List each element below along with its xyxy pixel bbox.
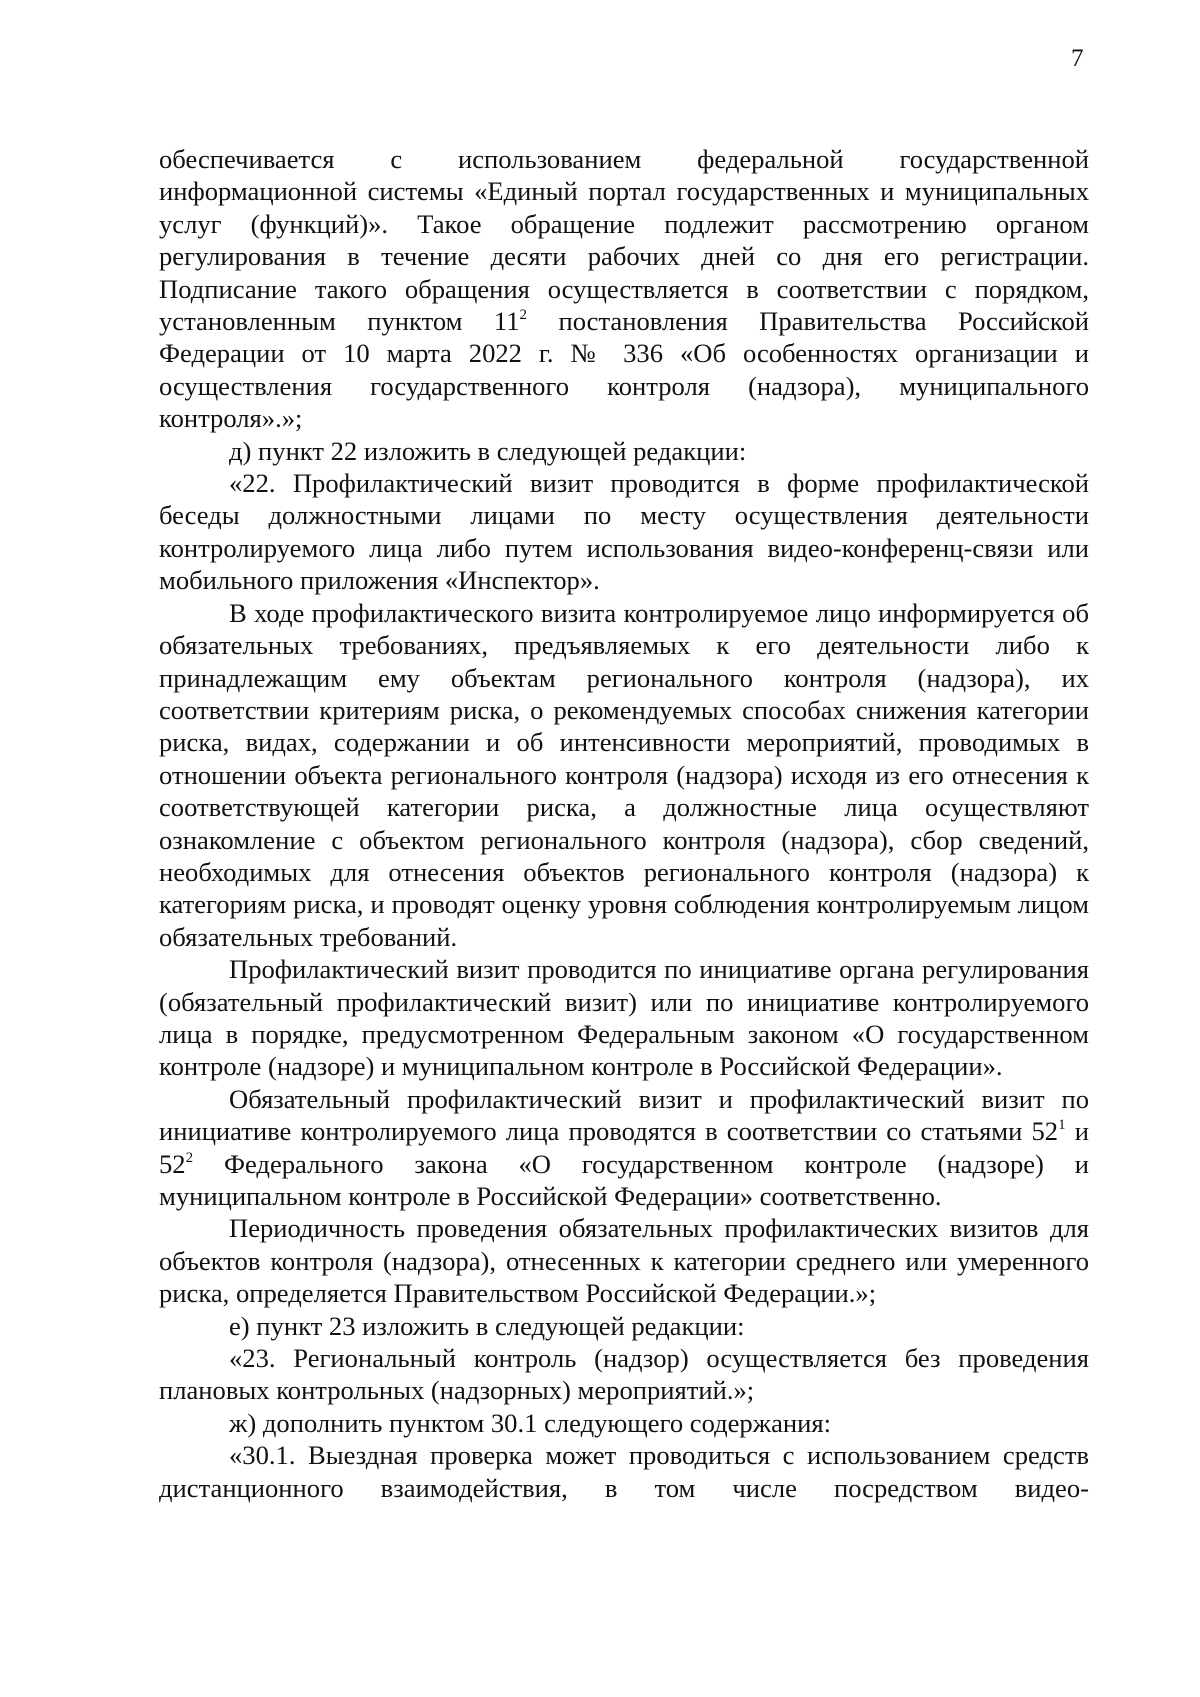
- paragraph-visit-initiative: Профилактический визит проводится по инициативе органа регулирования (обязательный профилактический визит) или по инициативе контролируемого лица в порядке, предусмотренном Федеральным законом «О государственном контроле (надзоре) и муниципальном контроле в Российской Федерации».: [159, 954, 1089, 1082]
- paragraph-item-30-1: «30.1. Выездная проверка может проводиться с использованием средств дистанционного взаимодействия, в том числе посредством видео-: [159, 1440, 1089, 1503]
- paragraph-visit-content: В ходе профилактического визита контролируемое лицо информируется об обязательных требованиях, предъявляемых к его деятельности либо к принадлежащим ему объектам регионального контроля (надзора), их соответствии критериям риска, о рекомендуемых способах снижения категории риска, видах, содержании и об интенсивности мероприятий, проводимых в отношении объекта регионального контроля (надзора) исходя из его отнесения к соответствующей категории риска, а должностные лица осуществляют ознакомление с объектом регионального контроля (надзора), сбор сведений, необходимых для отнесения объектов регионального контроля (надзора) к категориям риска, и проводят оценку уровня соблюдения контролируемым лицом обязательных требований.: [159, 597, 1089, 952]
- paragraph-amendment-e: е) пункт 23 изложить в следующей редакции:: [229, 1310, 745, 1341]
- paragraph-amendment-zh: ж) дополнить пунктом 30.1 следующего содержания:: [229, 1407, 831, 1438]
- paragraph-text: обеспечивается с использованием федеральной государственной информационной системы «Единый портал государственных и муниципальных услуг (функций)». Такое обращение подлежит рассмотрению органом регулирования в течение десяти рабочих дней со дня его регистрации. Подписание такого обращения осуществляется в соответствии с порядком, установленным пунктом 11: [159, 144, 1089, 337]
- paragraph-text: Обязательный профилактический визит и профилактический визит по инициативе контролируемого лица проводятся в соответствии со статьями 52: [159, 1083, 1089, 1147]
- paragraph-periodicity: Периодичность проведения обязательных профилактических визитов для объектов контроля (надзора), отнесенных к категории среднего или умеренного риска, определяется Правительством Российской Федерации.»;: [159, 1213, 1089, 1309]
- superscript: 1: [1058, 1117, 1066, 1134]
- superscript: 2: [519, 307, 528, 324]
- document-body: [159, 143, 1089, 1504]
- paragraph-continuation: [159, 143, 1089, 435]
- paragraph-mandatory-visit: [159, 1083, 1089, 1213]
- paragraph-amendment-d: д) пункт 22 изложить в следующей редакции:: [229, 435, 747, 466]
- paragraph-text: Федерального закона «О государственном контроле (надзоре) и муниципальном контроле в Российской Федерации» соответственно.: [159, 1148, 1089, 1211]
- superscript: 2: [185, 1149, 194, 1166]
- paragraph-text: постановления Правительства Российской Федерации от 10 марта 2022 г. № 336 «Об особенностях организации и осуществления государственного контроля (надзора), муниципального контроля».»;: [159, 306, 1090, 434]
- paragraph-item-23: «23. Региональный контроль (надзор) осуществляется без проведения плановых контрольных (надзорных) мероприятий.»;: [159, 1343, 1089, 1406]
- paragraph-item-22: «22. Профилактический визит проводится в форме профилактической беседы должностными лицами по месту осуществления деятельности контролируемого лица либо путем использования видео-конференц-связи или мобильного приложения «Инспектор».: [159, 468, 1089, 596]
- page-number: 7: [1071, 45, 1084, 72]
- paragraph-text: и 52: [159, 1116, 1089, 1179]
